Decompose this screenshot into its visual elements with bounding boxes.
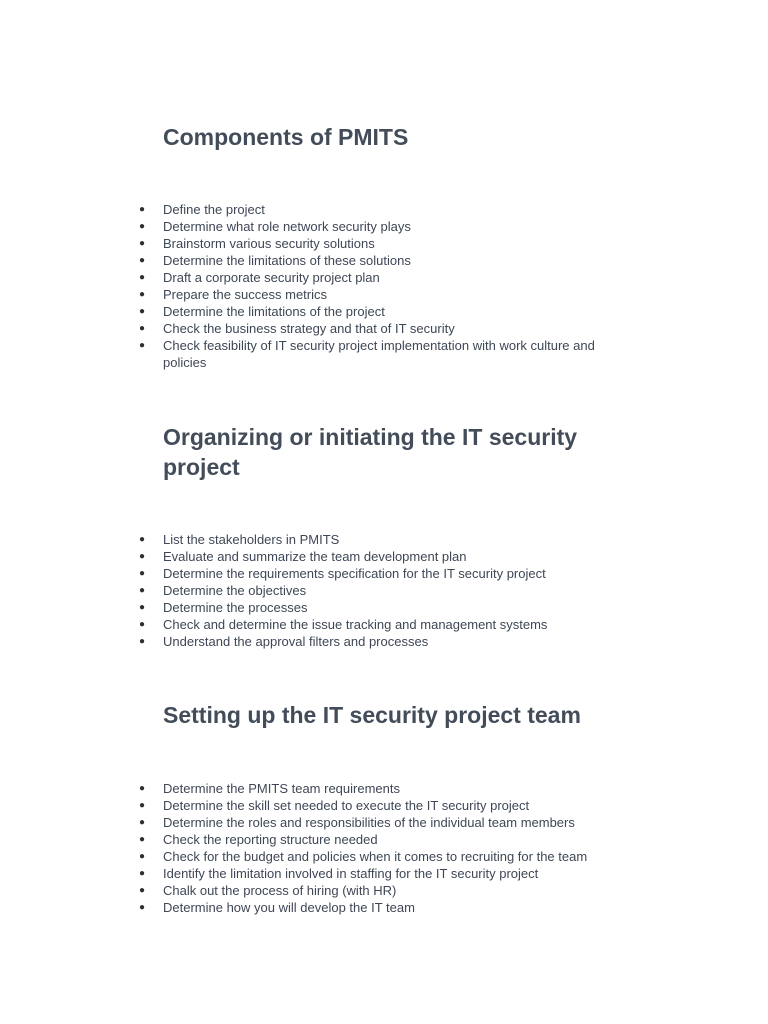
list-item-text: Determine the skill set needed to execute the IT security project bbox=[163, 798, 530, 813]
list-item-text: Check for the budget and policies when it comes to recruiting for the team bbox=[163, 849, 588, 864]
bullet-icon: ● bbox=[139, 619, 146, 630]
section-heading: Setting up the IT security project team bbox=[163, 702, 581, 728]
list-item bbox=[0, 797, 633, 814]
list-item bbox=[0, 814, 633, 831]
bullet-icon: ● bbox=[139, 636, 146, 647]
bullet-icon: ● bbox=[139, 885, 146, 896]
list-item bbox=[0, 218, 633, 235]
list-item bbox=[0, 865, 633, 882]
list-item-text: Determine how you will develop the IT team bbox=[163, 900, 415, 915]
list-item-text: Check the business strategy and that of IT security bbox=[163, 321, 455, 336]
list-item-text: Determine the limitations of these solutions bbox=[163, 253, 411, 268]
bullet-icon: ● bbox=[139, 602, 146, 613]
list-item-text: Determine the requirements specification for the IT security project bbox=[163, 566, 546, 581]
bullet-list bbox=[0, 780, 768, 916]
bullet-icon: ● bbox=[139, 551, 146, 562]
list-item bbox=[0, 286, 633, 303]
list-item-text: List the stakeholders in PMITS bbox=[163, 532, 340, 547]
list-item bbox=[0, 848, 633, 865]
list-item-text: Check the reporting structure needed bbox=[163, 832, 378, 847]
list-item-text: Check and determine the issue tracking and management systems bbox=[163, 617, 548, 632]
list-item bbox=[0, 531, 633, 548]
bullet-icon: ● bbox=[139, 340, 146, 351]
list-item bbox=[0, 320, 633, 337]
list-item-text: Determine the PMITS team requirements bbox=[163, 781, 400, 796]
list-item bbox=[0, 882, 633, 899]
bullet-icon: ● bbox=[139, 851, 146, 862]
section-heading: Organizing or initiating the IT security project bbox=[163, 424, 578, 480]
bullet-icon: ● bbox=[139, 221, 146, 232]
bullet-icon: ● bbox=[139, 323, 146, 334]
bullet-icon: ● bbox=[139, 255, 146, 266]
list-item-text: Determine the roles and responsibilities of the individual team members bbox=[163, 815, 575, 830]
list-item bbox=[0, 599, 633, 616]
list-item bbox=[0, 633, 633, 650]
list-item bbox=[0, 337, 633, 371]
list-item-text: Determine the processes bbox=[163, 600, 308, 615]
list-item-text: Draft a corporate security project plan bbox=[163, 270, 380, 285]
list-item bbox=[0, 269, 633, 286]
list-item bbox=[0, 565, 633, 582]
bullet-icon: ● bbox=[139, 902, 146, 913]
bullet-icon: ● bbox=[139, 800, 146, 811]
bullet-icon: ● bbox=[139, 834, 146, 845]
list-item-text: Check feasibility of IT security project implementation with work culture and policies bbox=[163, 338, 595, 370]
bullet-icon: ● bbox=[139, 306, 146, 317]
list-item-text: Evaluate and summarize the team development plan bbox=[163, 549, 467, 564]
bullet-icon: ● bbox=[139, 783, 146, 794]
bullet-icon: ● bbox=[139, 868, 146, 879]
list-item-text: Prepare the success metrics bbox=[163, 287, 328, 302]
bullet-list bbox=[0, 201, 768, 371]
list-item bbox=[0, 899, 633, 916]
list-item-text: Identify the limitation involved in staffing for the IT security project bbox=[163, 866, 539, 881]
section-heading: Components of PMITS bbox=[163, 124, 409, 150]
bullet-icon: ● bbox=[139, 238, 146, 249]
bullet-icon: ● bbox=[139, 817, 146, 828]
list-item bbox=[0, 548, 633, 565]
bullet-icon: ● bbox=[139, 585, 146, 596]
list-item-text: Determine what role network security plays bbox=[163, 219, 411, 234]
list-item bbox=[0, 780, 633, 797]
list-item bbox=[0, 616, 633, 633]
list-item bbox=[0, 235, 633, 252]
list-item-text: Chalk out the process of hiring (with HR) bbox=[163, 883, 397, 898]
list-item-text: Determine the objectives bbox=[163, 583, 307, 598]
bullet-icon: ● bbox=[139, 204, 146, 215]
bullet-icon: ● bbox=[139, 568, 146, 579]
bullet-icon: ● bbox=[139, 289, 146, 300]
list-item-text: Understand the approval filters and processes bbox=[163, 634, 429, 649]
list-item bbox=[0, 252, 633, 269]
bullet-icon: ● bbox=[139, 272, 146, 283]
list-item bbox=[0, 582, 633, 599]
bullet-icon: ● bbox=[139, 534, 146, 545]
list-item bbox=[0, 831, 633, 848]
list-item-text: Define the project bbox=[163, 202, 265, 217]
list-item-text: Brainstorm various security solutions bbox=[163, 236, 375, 251]
bullet-list bbox=[0, 531, 768, 650]
list-item bbox=[0, 303, 633, 320]
list-item bbox=[0, 201, 633, 218]
list-item-text: Determine the limitations of the project bbox=[163, 304, 385, 319]
